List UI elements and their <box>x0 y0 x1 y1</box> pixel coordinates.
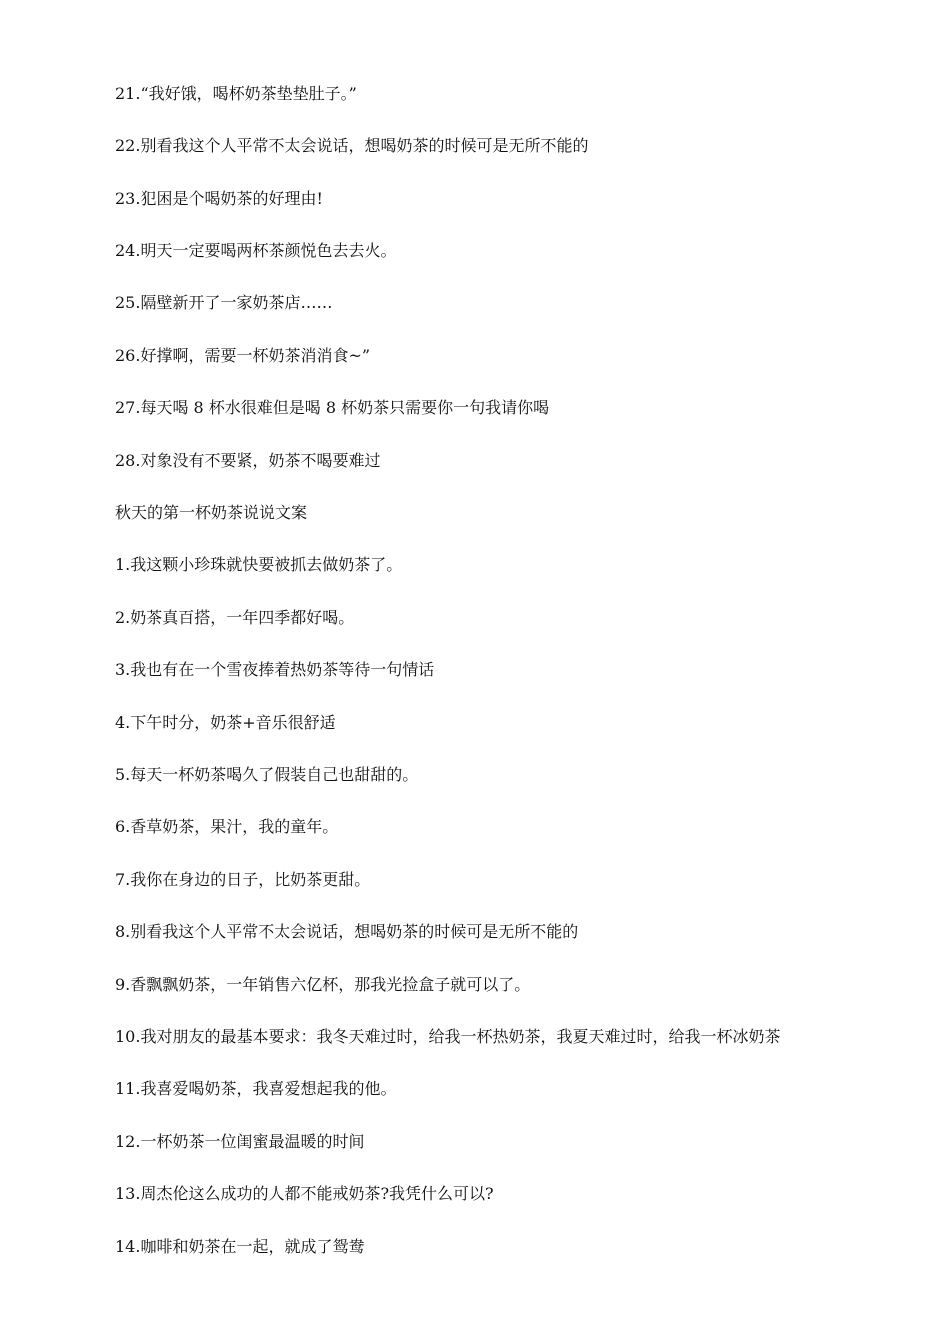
list-item-4: 4.下午时分，奶茶+音乐很舒适 <box>115 713 336 732</box>
list-item-2: 2.奶茶真百搭，一年四季都好喝。 <box>115 608 355 627</box>
list-item-27: 27.每天喝 8 杯水很难但是喝 8 杯奶茶只需要你一句我请你喝 <box>115 398 550 417</box>
list-item-6: 6.香草奶茶，果汁，我的童年。 <box>115 817 339 836</box>
list-item-1: 1.我这颗小珍珠就快要被抓去做奶茶了。 <box>115 555 403 574</box>
list-item-14: 14.咖啡和奶茶在一起，就成了鸳鸯 <box>115 1237 365 1256</box>
list-item-5: 5.每天一杯奶茶喝久了假装自己也甜甜的。 <box>115 765 419 784</box>
list-item-12: 12.一杯奶茶一位闺蜜最温暖的时间 <box>115 1132 365 1151</box>
list-item-9: 9.香飘飘奶茶，一年销售六亿杯，那我光捡盒子就可以了。 <box>115 975 531 994</box>
list-item-24: 24.明天一定要喝两杯茶颜悦色去去火。 <box>115 241 397 260</box>
list-item-8: 8.别看我这个人平常不太会说话，想喝奶茶的时候可是无所不能的 <box>115 922 579 941</box>
list-item-23: 23.犯困是个喝奶茶的好理由! <box>115 189 323 208</box>
list-item-25: 25.隔壁新开了一家奶茶店…… <box>115 293 333 312</box>
section-heading: 秋天的第一杯奶茶说说文案 <box>115 503 308 522</box>
list-item-7: 7.我你在身边的日子，比奶茶更甜。 <box>115 870 371 889</box>
list-item-10: 10.我对朋友的最基本要求：我冬天难过时，给我一杯热奶茶，我夏天难过时，给我一杯冰奶茶 <box>115 1027 781 1046</box>
list-item-22: 22.别看我这个人平常不太会说话，想喝奶茶的时候可是无所不能的 <box>115 136 589 155</box>
list-item-13: 13.周杰伦这么成功的人都不能戒奶茶?我凭什么可以? <box>115 1184 494 1203</box>
list-item-21: 21.“我好饿，喝杯奶茶垫垫肚子。” <box>115 84 357 103</box>
list-item-11: 11.我喜爱喝奶茶，我喜爱想起我的他。 <box>115 1079 397 1098</box>
list-item-28: 28.对象没有不要紧，奶茶不喝要难过 <box>115 451 381 470</box>
list-item-3: 3.我也有在一个雪夜捧着热奶茶等待一句情话 <box>115 660 435 679</box>
list-item-26: 26.好撑啊，需要一杯奶茶消消食~” <box>115 346 371 365</box>
